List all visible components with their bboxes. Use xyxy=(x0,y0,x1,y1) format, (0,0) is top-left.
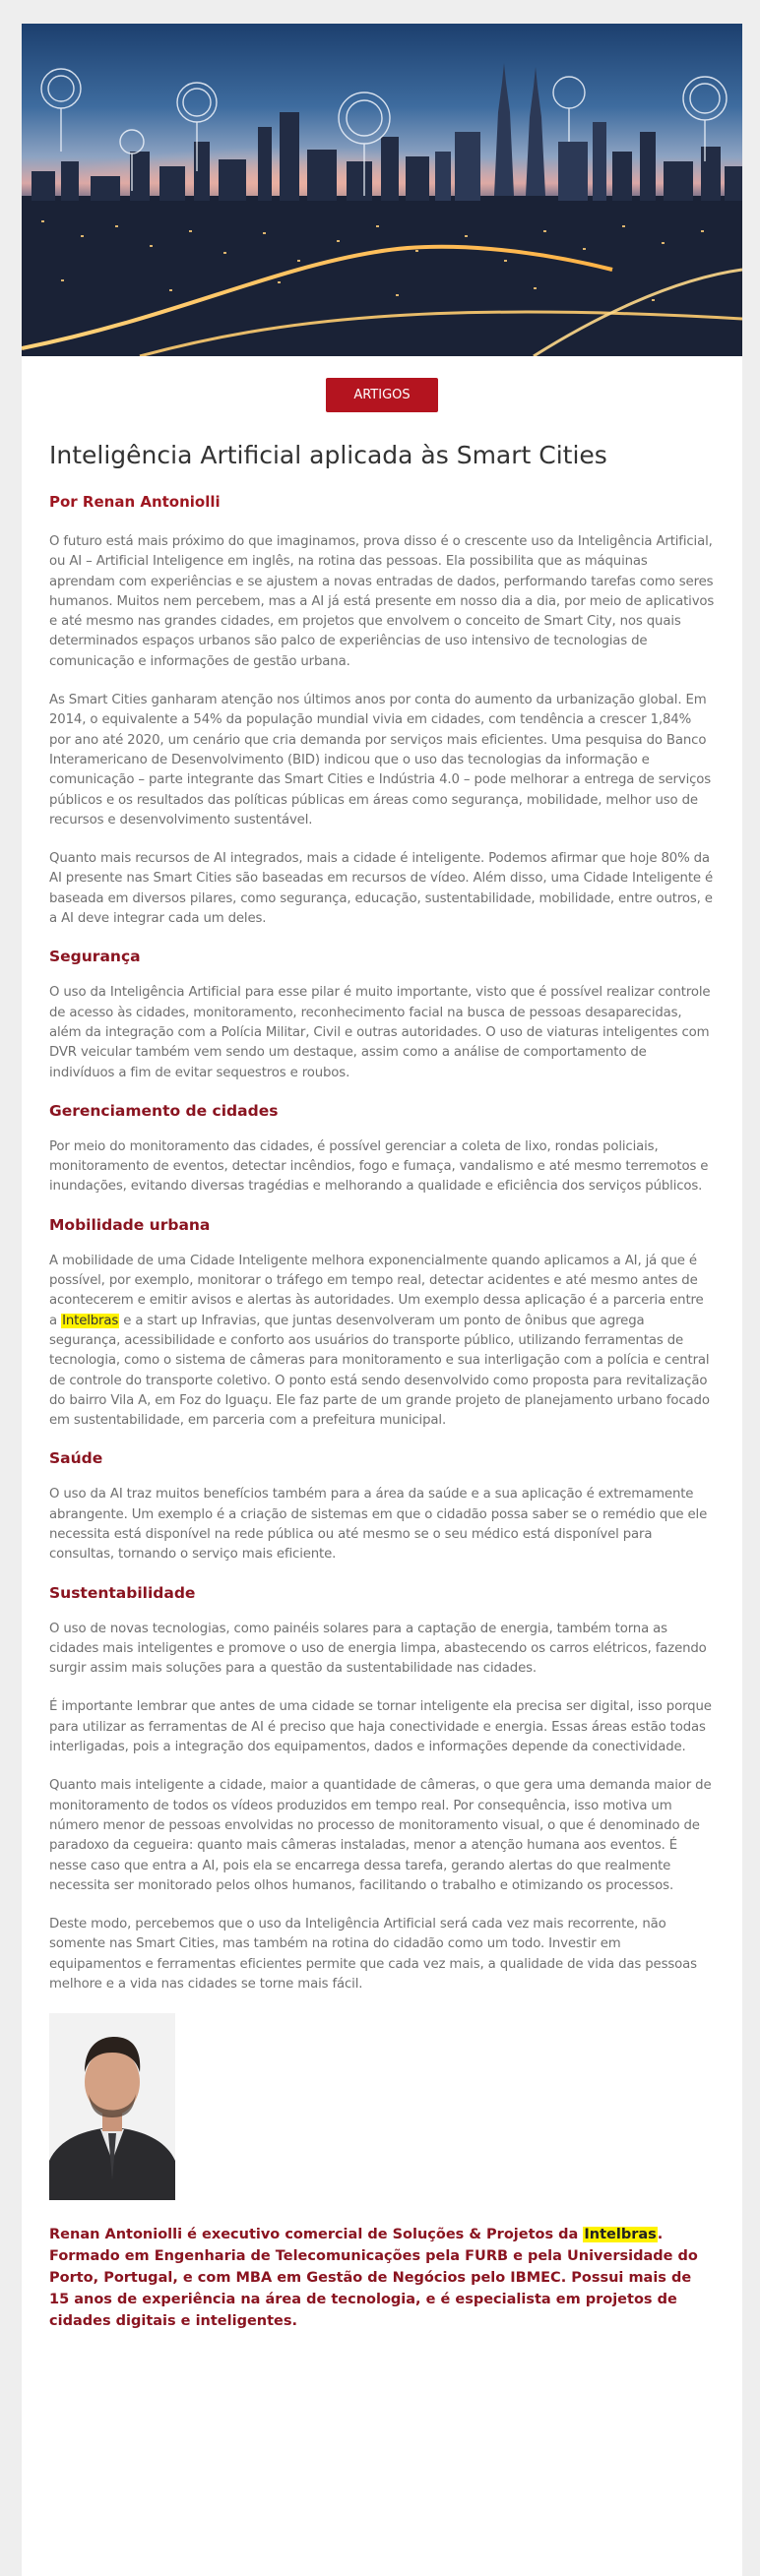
heading-seguranca: Segurança xyxy=(49,948,141,966)
intro-paragraph-3: Quanto mais recursos de AI integrados, mais a cidade é inteligente. Podemos afirmar que hoje 80% da AI presente nas Smart Cities são baseadas em recursos de vídeo. Além disso, uma Cidade Inteligente é baseada em diversos pilares, como segurança, educação, sustentabilidade, mobilidade, entre outros, e a AI deve integrar cada um deles. xyxy=(49,851,714,927)
bio-intelbras-highlight: Intelbras xyxy=(584,2227,657,2243)
heading-gerenciamento: Gerenciamento de cidades xyxy=(49,1101,279,1120)
author-photo xyxy=(49,2013,175,2200)
paragraph-mobilidade xyxy=(49,1252,715,1432)
article-page xyxy=(22,24,742,2576)
paragraph-seguranca: O uso da Inteligência Artificial para esse pilar é muito importante, visto que é possível realizar controle de acesso às cidades, monitoramento, reconhecimento facial na busca de pessoas desaparecidas, além da integração com a Polícia Militar, Civil e outras autoridades. O uso de viaturas inteligentes com DVR veicular também vem sendo um destaque, assim como a análise de comportamento de indivíduos a fim de evitar sequestros e roubos. xyxy=(49,985,711,1080)
article-title: Inteligência Artificial aplicada às Smart Cities xyxy=(49,441,607,469)
author-bio xyxy=(49,2224,715,2332)
intro-paragraph-2: As Smart Cities ganharam atenção nos últimos anos por conta do aumento da urbanização global. Em 2014, o equivalente a 54% da população mundial vivia em cidades, com tendência a crescer 1,84% por ano até 2020, um cenário que cria demanda por serviços mais eficientes. Uma pesquisa do Banco Interamericano de Desenvolvimento (BID) indicou que o uso das tecnologias da informação e comunicação – parte integrante das Smart Cities e Indústria 4.0 – pode melhorar a entrega de serviços públicos e os resultados das políticas públicas em áreas como segurança, mobilidade, melhor uso de recursos e desenvolvimento sustentável. xyxy=(49,693,712,828)
author-portrait-photo xyxy=(49,2013,175,2200)
heading-sustentabilidade: Sustentabilidade xyxy=(49,1583,196,1602)
heading-mobilidade: Mobilidade urbana xyxy=(49,1215,211,1234)
article-author: Por Renan Antoniolli xyxy=(49,493,221,511)
mobilidade-text-after: e a start up Infravias, que juntas desenvolveram um ponto de ônibus que agrega segurança, acessibilidade e conforto aos usuários do transporte público, utilizando ferramentas de tecnologia, como o sistema de câmeras para monitoramento e sua interligação com a polícia e central de controle do transporte coletivo. O ponto está sendo desenvolvido como proposta para revitalização do bairro Vila A, em Foz do Iguaçu. Ele faz parte de um grande projeto de planejamento urbano focado em sustentabilidade, em parceria com a prefeitura municipal. xyxy=(49,1313,710,1429)
paragraph-sustentabilidade-2: É importante lembrar que antes de uma cidade se tornar inteligente ela precisa ser digital, isso porque para utilizar as ferramentas de AI é preciso que haja conectividade e energia. Essas áreas estão todas interligadas, pois a integração dos equipamentos, dados e informações depende da conectividade. xyxy=(49,1699,712,1755)
mobilidade-text-before: A mobilidade de uma Cidade Inteligente melhora exponencialmente quando aplicamos a AI, já que é possível, por exemplo, monitorar o tráfego em tempo real, detectar acidentes e até mesmo antes de acontecerem e emitir avisos e alertas às autoridades. Um exemplo dessa aplicação é a parceria entre a xyxy=(49,1253,704,1328)
category-wrap xyxy=(22,378,742,412)
paragraph-saude: O uso da AI traz muitos benefícios também para a área da saúde e a sua aplicação é extremamente abrangente. Um exemplo é a criação de sistemas em que o cidadão possa saber se o remédio que ele necessita está disponível na rede pública ou até mesmo se o seu médico está disponível para consultas, tornando o serviço mais eficiente. xyxy=(49,1487,708,1563)
article-content xyxy=(22,440,742,2332)
hero-image xyxy=(22,24,742,356)
category-button[interactable]: ARTIGOS xyxy=(326,378,437,412)
bio-text-before: Renan Antoniolli é executivo comercial de Soluções & Projetos da xyxy=(49,2227,584,2243)
bio-text-after: . Formado em Engenharia de Telecomunicações pela FURB e pela Universidade do Porto, Portugal, e com MBA em Gestão de Negócios pelo IBMEC. Possui mais de 15 anos de experiência na área de tecnologia, e é especialista em projetos de cidades digitais e inteligentes. xyxy=(49,2227,698,2330)
paragraph-sustentabilidade-4: Deste modo, percebemos que o uso da Inteligência Artificial será cada vez mais recorrente, não somente nas Smart Cities, mas também na rotina do cidadão como um todo. Investir em equipamentos e ferramentas eficientes permite que cada vez mais, a qualidade de vida das pessoas melhore e a vida nas cidades se torne mais fácil. xyxy=(49,1917,697,1993)
heading-saude: Saúde xyxy=(49,1449,103,1468)
paragraph-sustentabilidade-1: O uso de novas tecnologias, como painéis solares para a captação de energia, também torna as cidades mais inteligentes e promove o uso de energia limpa, abastecendo os carros elétricos, fazendo surgir assim mais soluções para a questão da sustentabilidade nas cidades. xyxy=(49,1621,707,1677)
paragraph-gerenciamento: Por meio do monitoramento das cidades, é possível gerenciar a coleta de lixo, rondas policiais, monitoramento de eventos, detectar incêndios, fogo e fumaça, vandalismo e até mesmo terremotos e inundações, evitando diversas tragédias e melhorando a qualidade e eficiência dos serviços públicos. xyxy=(49,1138,709,1195)
intelbras-highlight: Intelbras xyxy=(62,1313,119,1328)
smart-city-skyline-photo xyxy=(22,24,742,356)
intro-paragraph-1: O futuro está mais próximo do que imaginamos, prova disso é o crescente uso da Inteligência Artificial, ou AI – Artificial Inteligence em inglês, na rotina das pessoas. Ela possibilita que as máquinas aprendam com experiências e se ajustem a novas entradas de dados, performando tarefas como seres humanos. Muitos nem percebem, mas a AI já está presente em nosso dia a dia, por meio de aplicativos e até mesmo nas grandes cidades, em projetos que envolvem o conceito de Smart City, nos quais determinados espaços urbanos são palco de experiências de uso intensivo de tecnologias de comunicação e informações de gestão urbana. xyxy=(49,534,715,669)
paragraph-sustentabilidade-3: Quanto mais inteligente a cidade, maior a quantidade de câmeras, o que gera uma demanda maior de monitoramento de todos os vídeos produzidos em tempo real. Por consequência, isso motiva um número menor de pessoas envolvidas no processo de monitoramento visual, o que é denominado de paradoxo da cegueira: quanto mais câmeras instaladas, menor a atenção humana aos eventos. É nesse caso que entra a AI, pois ela se encarrega dessa tarefa, gerando alertas do que realmente necessita ser monitorado pelos olhos humanos, facilitando o trabalho e otimizando os processos. xyxy=(49,1778,712,1893)
